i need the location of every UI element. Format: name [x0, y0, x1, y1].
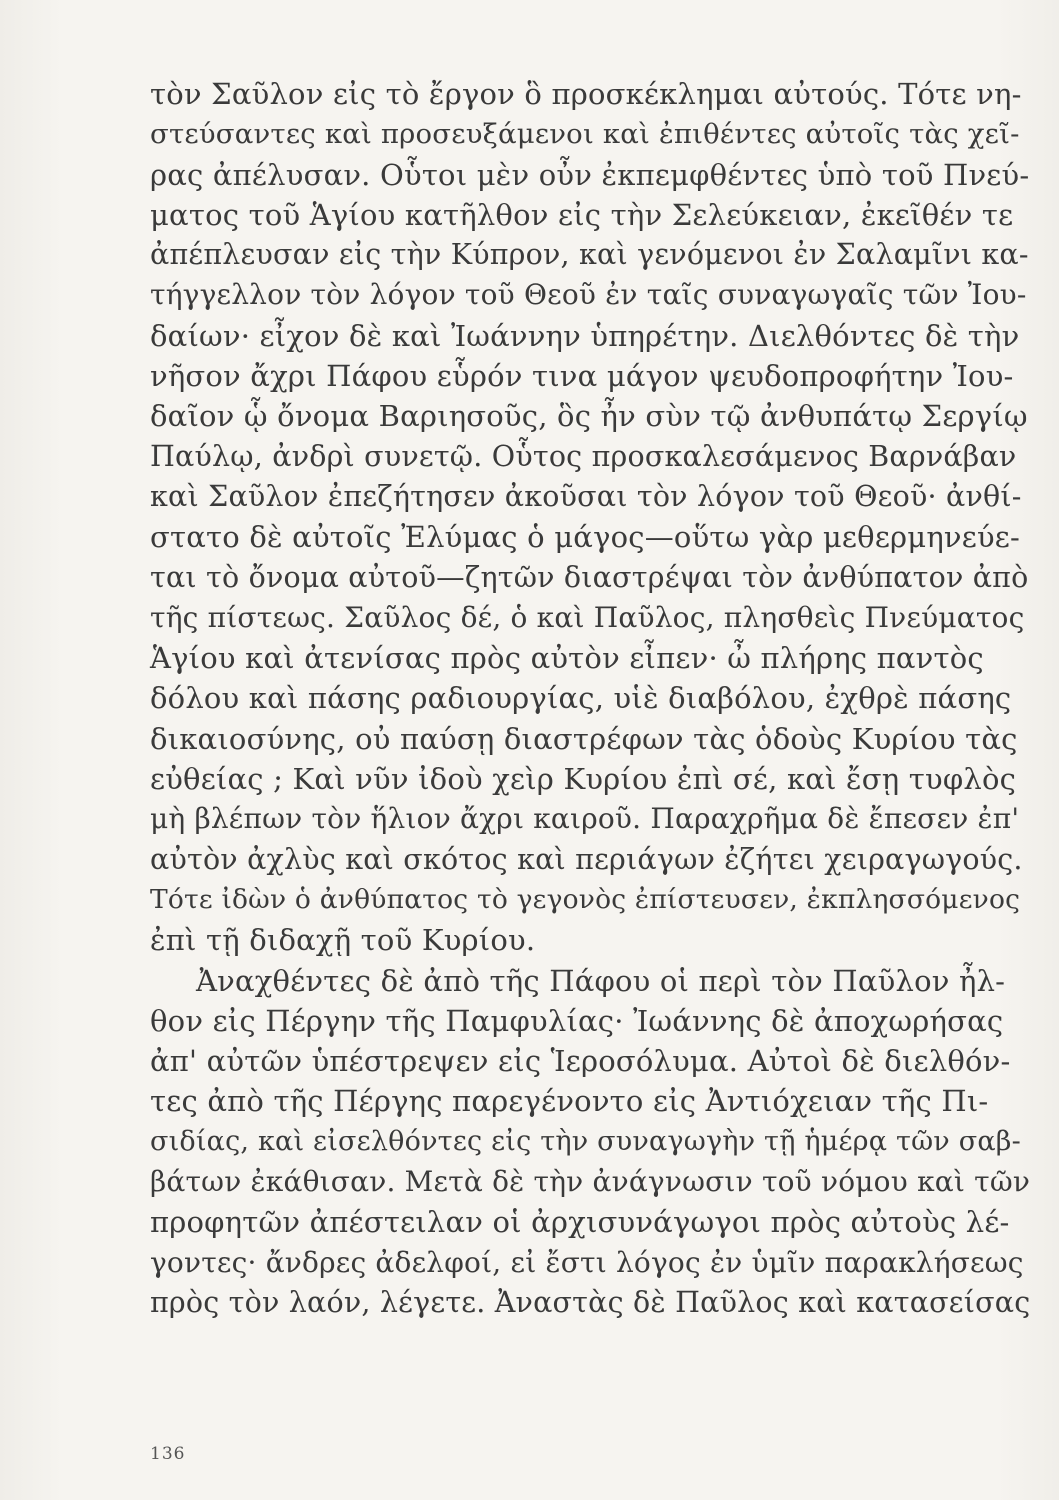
- text-line: ματος τοῦ Ἁγίου κατῆλθον εἰς τὴν Σελεύκειαν, ἐκεῖθέν τε: [150, 197, 1014, 232]
- text-line: ἀπέπλευσαν εἰς τὴν Κύπρον, καὶ γενόμενοι ἐν Σαλαμῖνι κα-: [150, 238, 1029, 272]
- text-line: Ἁγίου καὶ ἀτενίσας πρὸς αὐτὸν εἶπεν· ὦ πλήρης παντὸς: [150, 641, 984, 676]
- text-line: τὸν Σαῦλον εἰς τὸ ἔργον ὃ προσκέκλημαι αὐτούς. Τότε νη-: [150, 77, 1022, 111]
- text-line: ἀπ' αὐτῶν ὑπέστρεψεν εἰς Ἱεροσόλυμα. Αὐτοὶ δὲ διελθόν-: [150, 1044, 1011, 1079]
- text-line: ται τὸ ὄνομα αὐτοῦ—ζητῶν διαστρέψαι τὸν ἀνθύπατον ἀπὸ: [150, 560, 1029, 594]
- text-line: θον εἰς Πέργην τῆς Παμφυλίας· Ἰωάννης δὲ ἀποχωρήσας: [150, 1003, 1004, 1038]
- text-line: μὴ βλέπων τὸν ἥλιον ἄχρι καιροῦ. Παραχρῆμα δὲ ἔπεσεν ἐπ': [150, 802, 1020, 836]
- text-line: εὐθείας ; Καὶ νῦν ἰδοὺ χεὶρ Κυρίου ἐπὶ σέ, καὶ ἔσῃ τυφλὸς: [150, 762, 1017, 797]
- text-line: τῆς πίστεως. Σαῦλος δέ, ὁ καὶ Παῦλος, πλησθεὶς Πνεύματος: [150, 600, 1025, 634]
- text-line: δαίων· εἶχον δὲ καὶ Ἰωάννην ὑπηρέτην. Διελθόντες δὲ τὴν: [150, 318, 1020, 353]
- text-line: δόλου καὶ πάσης ραδιουργίας, υἱὲ διαβόλου, ἐχθρὲ πάσης: [150, 681, 1012, 716]
- text-line: προφητῶν ἀπέστειλαν οἱ ἀρχισυνάγωγοι πρὸς αὐτοὺς λέ-: [150, 1205, 1010, 1240]
- text-line: βάτων ἐκάθισαν. Μετὰ δὲ τὴν ἀνάγνωσιν τοῦ νόμου καὶ τῶν: [150, 1165, 1031, 1199]
- text-line: στατο δὲ αὐτοῖς Ἐλύμας ὁ μάγος—οὕτω γὰρ μεθερμηνεύε-: [150, 520, 1021, 555]
- text-line: δαῖον ᾧ ὄνομα Βαριησοῦς, ὃς ἦν σὺν τῷ ἀνθυπάτῳ Σεργίῳ: [150, 399, 1028, 434]
- text-line: γοντες· ἄνδρες ἀδελφοί, εἰ ἔστι λόγος ἐν ὑμῖν παρακλήσεως: [150, 1245, 1024, 1279]
- text-line: καὶ Σαῦλον ἐπεζήτησεν ἀκοῦσαι τὸν λόγον τοῦ Θεοῦ· ἀνθί-: [150, 479, 1022, 513]
- text-line: Τότε ἰδὼν ὁ ἀνθύπατος τὸ γεγονὸς ἐπίστευσεν, ἐκπλησσόμενος: [150, 883, 1021, 915]
- text-line: αὐτὸν ἀχλὺς καὶ σκότος καὶ περιάγων ἐζήτει χειραγωγούς.: [150, 842, 1023, 876]
- paragraph-start-line: Ἀναχθέντες δὲ ἀπὸ τῆς Πάφου οἱ περὶ τὸν Παῦλον ἦλ-: [196, 963, 1006, 998]
- text-line: νῆσον ἄχρι Πάφου εὗρόν τινα μάγον ψευδοπροφήτην Ἰου-: [150, 359, 1014, 394]
- text-line: Παύλῳ, ἀνδρὶ συνετῷ. Οὗτος προσκαλεσάμενος Βαρνάβαν: [150, 439, 1017, 473]
- body-text: [150, 74, 1030, 1323]
- text-line: δικαιοσύνης, οὐ παύσῃ διαστρέφων τὰς ὁδοὺς Κυρίου τὰς: [150, 721, 1018, 756]
- text-line: τήγγελλον τὸν λόγον τοῦ Θεοῦ ἐν ταῖς συναγωγαῖς τῶν Ἰου-: [150, 278, 1027, 312]
- page-number: 136: [150, 1444, 186, 1464]
- text-line: στεύσαντες καὶ προσευξάμενοι καὶ ἐπιθέντες αὐτοῖς τὰς χεῖ-: [150, 118, 1020, 151]
- text-line: σιδίας, καὶ εἰσελθόντες εἰς τὴν συναγωγὴν τῇ ἡμέρᾳ τῶν σαβ-: [150, 1125, 1021, 1157]
- text-line: τες ἀπὸ τῆς Πέργης παρεγένοντο εἰς Ἀντιόχειαν τῆς Πι-: [150, 1084, 989, 1119]
- text-line: ἐπὶ τῇ διδαχῇ τοῦ Κυρίου.: [150, 923, 536, 958]
- text-line: πρὸς τὸν λαόν, λέγετε. Ἀναστὰς δὲ Παῦλος καὶ κατασείσας: [150, 1285, 1031, 1319]
- text-line: ρας ἀπέλυσαν. Οὗτοι μὲν οὖν ἐκπεμφθέντες ὑπὸ τοῦ Πνεύ-: [150, 157, 1030, 192]
